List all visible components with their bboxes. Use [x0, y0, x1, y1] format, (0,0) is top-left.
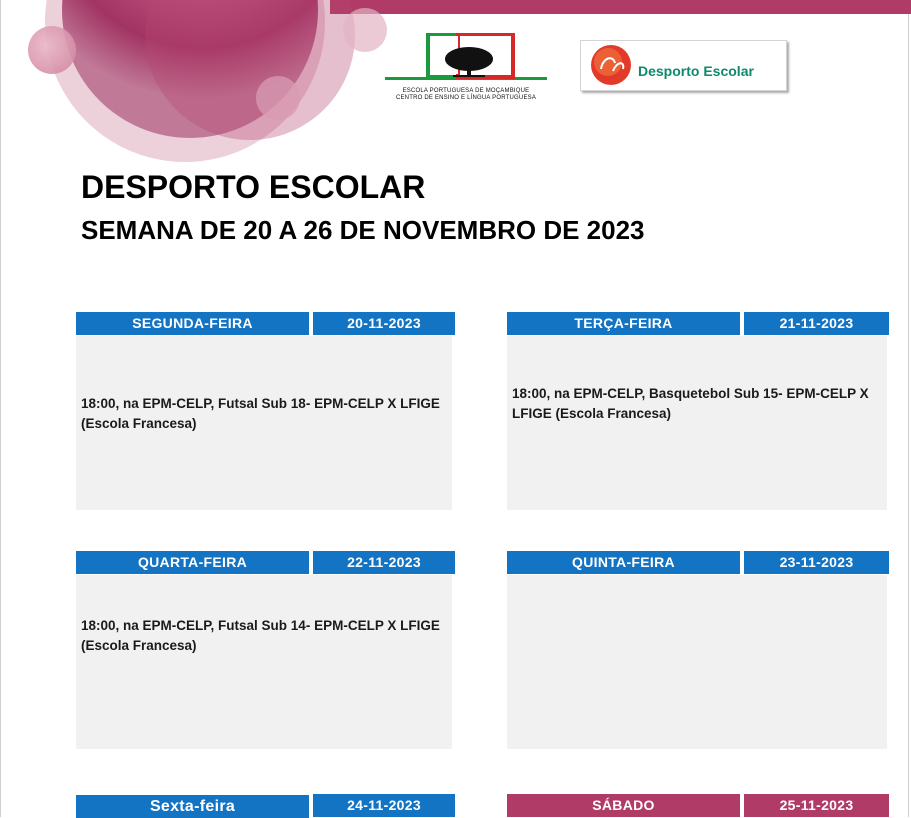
day-name: QUINTA-FEIRA — [507, 551, 740, 574]
epm-logo-line1: ESCOLA PORTUGUESA DE MOÇAMBIQUE — [402, 88, 530, 94]
day-header — [507, 312, 889, 336]
day-header — [76, 312, 458, 336]
page-title: DESPORTO ESCOLAR — [81, 169, 426, 205]
day-date: 20-11-2023 — [313, 312, 455, 335]
day-card-sexta — [76, 794, 458, 818]
day-name: SÁBADO — [507, 794, 740, 817]
desporto-escolar-wordmark: Desporto Escolar — [638, 63, 754, 79]
epm-logo-caption — [383, 88, 549, 102]
day-date: 25-11-2023 — [744, 794, 889, 817]
day-header — [76, 551, 458, 575]
top-accent-bar — [330, 0, 911, 14]
day-body — [507, 336, 887, 510]
epm-logo-mark — [383, 33, 549, 88]
day-card-terca — [507, 312, 889, 421]
page-subtitle: SEMANA DE 20 A 26 DE NOVEMBRO DE 2023 — [81, 215, 645, 245]
day-date: 22-11-2023 — [313, 551, 455, 574]
day-header — [507, 551, 889, 575]
desporto-escolar-logo — [580, 40, 787, 91]
day-header — [507, 794, 889, 818]
day-header — [76, 794, 458, 818]
day-card-sabado — [507, 794, 889, 818]
day-card-quinta — [507, 551, 889, 575]
day-name: TERÇA-FEIRA — [507, 312, 740, 335]
day-date: 24-11-2023 — [313, 794, 455, 817]
de-emblem-icon — [587, 41, 637, 90]
decorative-circles — [0, 0, 400, 170]
day-date: 21-11-2023 — [744, 312, 889, 335]
epm-logo-line2: CENTRO DE ENSINO E LÍNGUA PORTUGUESA — [395, 95, 537, 101]
day-event-text: 18:00, na EPM-CELP, Futsal Sub 18- EPM-CELP X LFIGE (Escola Francesa) — [81, 396, 440, 431]
day-name: SEGUNDA-FEIRA — [76, 312, 309, 335]
day-name: QUARTA-FEIRA — [76, 551, 309, 574]
day-event-text: 18:00, na EPM-CELP, Futsal Sub 14- EPM-CELP X LFIGE (Escola Francesa) — [81, 618, 440, 653]
epm-celp-logo — [383, 33, 549, 113]
day-date: 23-11-2023 — [744, 551, 889, 574]
day-body — [76, 336, 452, 510]
day-event-text: 18:00, na EPM-CELP, Basquetebol Sub 15- EPM-CELP X LFIGE (Escola Francesa) — [512, 386, 869, 421]
day-card-quarta — [76, 551, 458, 653]
day-card-segunda — [76, 312, 458, 431]
day-name: Sexta-feira — [76, 795, 309, 818]
day-body — [76, 575, 452, 749]
day-body — [507, 575, 887, 749]
